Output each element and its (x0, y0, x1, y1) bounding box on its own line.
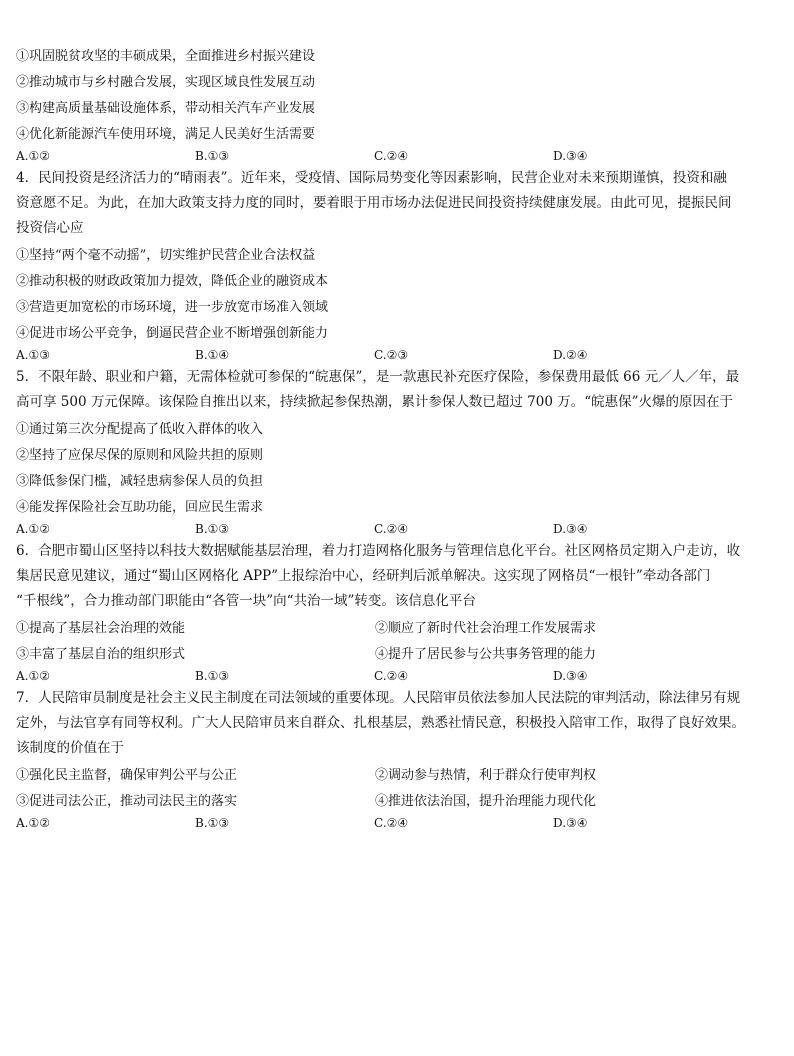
stem-line: 资意愿不足。为此，在加大政策支持力度的同时，要着眼于用市场办法促进民间投资持续健康发展。由此可见，提振民间 (16, 195, 732, 211)
stem-line: 7．人民陪审员制度是社会主义民主制度在司法领域的重要体现。人民陪审员依法参加人民法院的审判活动，除法律另有规 (16, 690, 741, 706)
choice-c[interactable]: C.②④ (374, 669, 409, 683)
option-1: ①坚持“两个毫不动摇”，切实维护民营企业合法权益 (16, 248, 316, 263)
choice-a[interactable]: A.①② (16, 522, 50, 536)
choice-a[interactable]: A.①③ (16, 348, 50, 362)
choice-d[interactable]: D.②④ (553, 348, 588, 362)
option-4: ④提升了居民参与公共事务管理的能力 (375, 647, 597, 662)
stem-line: 集居民意见建议，通过“蜀山区网格化 APP”上报综治中心，经研判后派单解决。这实现了网格员“一根针”牵动各部门 (16, 568, 711, 584)
option-row (16, 620, 780, 637)
choice-d[interactable]: D.③④ (553, 669, 588, 683)
answer-choices (16, 522, 780, 536)
stem-line: 6．合肥市蜀山区坚持以科技大数据赋能基层治理，着力打造网格化服务与管理信息化平台。社区网格员定期入户走访，收 (16, 543, 741, 559)
option-1: ①通过第三次分配提高了低收入群体的收入 (16, 422, 264, 437)
choice-a[interactable]: A.①② (16, 149, 50, 163)
option-4: ④推进依法治国，提升治理能力现代化 (375, 794, 597, 809)
option-2: ②调动参与热情，利于群众行使审判权 (375, 768, 597, 783)
option-4: ④优化新能源汽车使用环境，满足人民美好生活需要 (16, 127, 316, 142)
option-3: ③营造更加宽松的市场环境，进一步放宽市场准入领域 (16, 300, 329, 315)
option-4: ④促进市场公平竞争，倒逼民营企业不断增强创新能力 (16, 326, 329, 341)
question-stem (16, 686, 780, 761)
choice-c[interactable]: C.②④ (374, 522, 409, 536)
option-row (16, 793, 780, 810)
stem-line: 5．不限年龄、职业和户籍，无需体检就可参保的“皖惠保”，是一款惠民补充医疗保险，参保费用最低 66 元／人／年，最 (16, 369, 740, 385)
stem-line: “千根线”，合力推动部门职能由“各管一块”向“共治一域”转变。该信息化平台 (16, 593, 476, 609)
question-6 (16, 539, 780, 683)
option-2: ②推动城市与乡村融合发展，实现区域良性发展互动 (16, 75, 316, 90)
choice-d[interactable]: D.③④ (553, 522, 588, 536)
question-3 (16, 48, 780, 163)
option-2: ②顺应了新时代社会治理工作发展需求 (375, 621, 597, 636)
choice-b[interactable]: B.①③ (195, 816, 230, 830)
question-7 (16, 686, 780, 830)
option-row (16, 646, 780, 663)
option-3: ③促进司法公正，推动司法民主的落实 (16, 794, 238, 809)
answer-choices (16, 816, 780, 830)
choice-c[interactable]: C.②④ (374, 149, 409, 163)
stem-line: 4．民间投资是经济活力的“晴雨表”。近年来，受疫情、国际局势变化等因素影响，民营企业对未来预期谨慎，投资和融 (16, 170, 727, 186)
choice-c[interactable]: C.②③ (374, 348, 409, 362)
choice-d[interactable]: D.③④ (553, 149, 588, 163)
stem-line: 投资信心应 (16, 220, 84, 236)
option-3: ③构建高质量基础设施体系，带动相关汽车产业发展 (16, 101, 316, 116)
option-2: ②推动积极的财政政策加力提效，降低企业的融资成本 (16, 274, 329, 289)
choice-a[interactable]: A.①② (16, 669, 50, 683)
choice-d[interactable]: D.③④ (553, 816, 588, 830)
option-2: ②坚持了应保尽保的原则和风险共担的原则 (16, 448, 264, 463)
question-5 (16, 365, 780, 536)
choice-b[interactable]: B.①③ (195, 149, 230, 163)
option-4: ④能发挥保险社会互助功能，回应民生需求 (16, 500, 264, 515)
question-4 (16, 166, 780, 362)
exam-page (16, 48, 780, 833)
answer-choices (16, 669, 780, 683)
choice-b[interactable]: B.①③ (195, 522, 230, 536)
question-stem (16, 365, 780, 415)
option-row (16, 767, 780, 784)
answer-choices (16, 348, 780, 362)
option-3: ③降低参保门槛，减轻患病参保人员的负担 (16, 474, 264, 489)
choice-b[interactable]: B.①③ (195, 669, 230, 683)
choice-c[interactable]: C.②④ (374, 816, 409, 830)
option-1: ①强化民主监督，确保审判公平与公正 (16, 768, 238, 783)
choice-b[interactable]: B.①④ (195, 348, 230, 362)
stem-line: 该制度的价值在于 (16, 740, 124, 756)
option-1: ①提高了基层社会治理的效能 (16, 621, 186, 636)
stem-line: 定外，与法官享有同等权利。广大人民陪审员来自群众、扎根基层，熟悉社情民意，积极投入陪审工作，取得了良好效果。 (16, 715, 745, 731)
choice-a[interactable]: A.①② (16, 816, 50, 830)
answer-choices (16, 149, 780, 163)
question-stem (16, 166, 780, 241)
stem-line: 高可享 500 万元保障。该保险自推出以来，持续掀起参保热潮，累计参保人数已超过 700 万。“皖惠保”火爆的原因在于 (16, 394, 734, 410)
question-stem (16, 539, 780, 614)
option-1: ①巩固脱贫攻坚的丰硕成果，全面推进乡村振兴建设 (16, 49, 316, 64)
option-3: ③丰富了基层自治的组织形式 (16, 647, 186, 662)
